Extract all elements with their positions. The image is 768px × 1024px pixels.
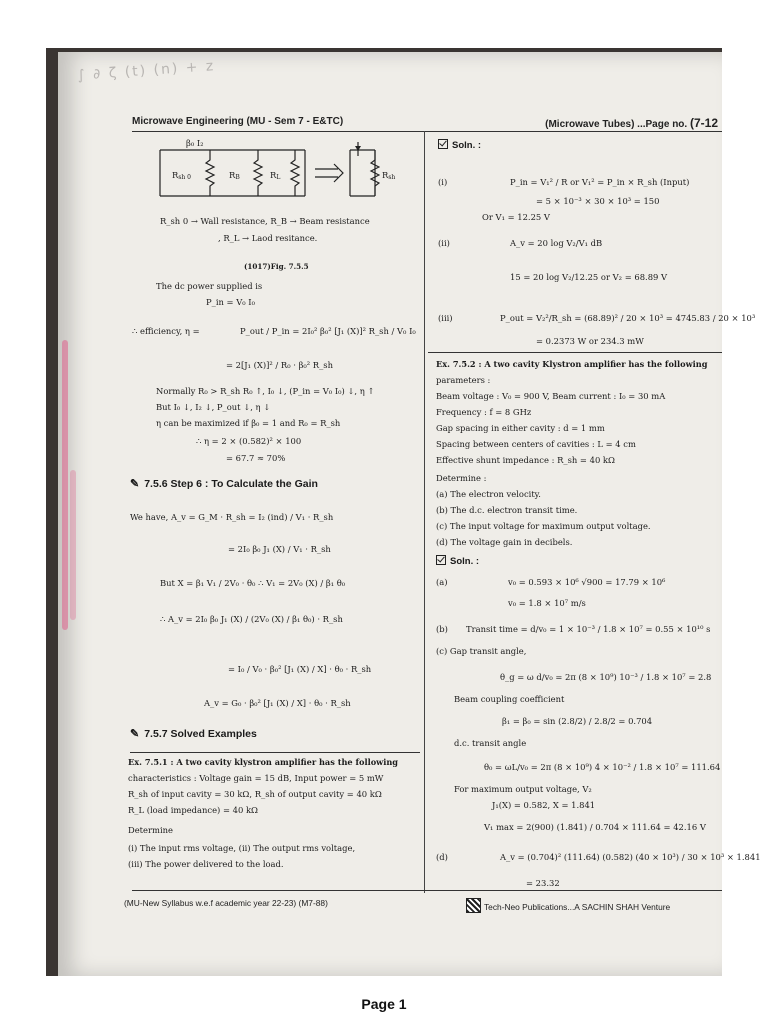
but-line: But I₀ ↓, I₂ ↓, P_out ↓, η ↓ xyxy=(156,402,271,412)
part-ii-eq-2: 15 = 20 log V₂/12.25 or V₂ = 68.89 V xyxy=(510,272,668,282)
faint-pencil-scribble: ∫ ∂ ζ (t) (n) + z xyxy=(76,58,216,84)
section-7-5-6-title: 7.5.6 Step 6 : To Calculate the Gain xyxy=(144,478,318,490)
part-c-eq-3: θ₀ = ωL/v₀ = 2π (8 × 10⁹) 4 × 10⁻² / 1.8 × 10⁷ = 111.64 xyxy=(484,762,721,772)
part-iii-eq-2: = 0.2373 W or 234.3 mW xyxy=(536,336,644,346)
circuit-label-current: β₀ I₂ xyxy=(186,138,204,148)
beam-coupling-label: Beam coupling coefficient xyxy=(454,694,565,704)
question-b: (b) The d.c. electron transit time. xyxy=(436,505,578,515)
gain-eq-4: = I₀ / V₀ · β₀² [J₁ (X) / X] · θ₀ · R_sh xyxy=(228,664,372,674)
column-divider xyxy=(424,131,425,893)
example-7-5-1-title: Ex. 7.5.1 : A two cavity klystron amplifier has the following xyxy=(128,757,398,767)
param-frequency: Frequency : f = 8 GHz xyxy=(436,407,532,417)
efficiency-equation: P_out / P_in = 2I₀² β₀² [J₁ (X)]² R_sh / V₀ I₀ xyxy=(240,326,416,336)
section-7-5-6-heading xyxy=(130,478,318,492)
part-ii-label: (ii) xyxy=(438,238,450,248)
header-chapter xyxy=(545,116,718,130)
solution-heading-1 xyxy=(438,138,481,152)
part-d-eq-1: A_v = (0.704)² (111.64) (0.582) (40 × 10³) / 30 × 10³ × 1.841 xyxy=(500,852,761,862)
question-i-ii: (i) The input rms voltage, (ii) The output rms voltage, xyxy=(128,843,356,853)
part-c-label: (c) Gap transit angle, xyxy=(436,646,527,656)
section-7-5-7-heading xyxy=(130,728,257,742)
pin-equation: P_in = V₀ I₀ xyxy=(206,297,255,307)
example-rule xyxy=(130,752,420,753)
question-c: (c) The input voltage for maximum output voltage. xyxy=(436,521,651,531)
pencil-icon: ✎ xyxy=(130,478,140,490)
rl-sub: L xyxy=(276,174,281,181)
part-d-label: (d) xyxy=(436,852,448,862)
example-7-5-1-line-2: characteristics : Voltage gain = 15 dB, Input power = 5 mW xyxy=(128,773,384,783)
checkbox-icon xyxy=(436,555,446,565)
parameters-label: parameters : xyxy=(436,375,491,385)
circuit-label-rsh0 xyxy=(172,170,191,182)
pencil-icon: ✎ xyxy=(130,728,140,740)
rsh0-r: R xyxy=(172,170,179,180)
max-output-label: For maximum output voltage, V₂ xyxy=(454,784,592,794)
solution-heading-2 xyxy=(436,554,479,568)
footer-rule xyxy=(132,890,722,891)
part-b-label: (b) xyxy=(436,624,448,634)
example-7-5-2-title: Ex. 7.5.2 : A two cavity Klystron amplifier has the following xyxy=(436,359,708,369)
solution-label-2: Soln. : xyxy=(450,556,480,567)
param-spacing: Spacing between centers of cavities : L = 4 cm xyxy=(436,439,636,449)
rsh0-sub: sh 0 xyxy=(178,174,191,181)
example-7-5-1-line-4: R_L (load impedance) = 40 kΩ xyxy=(128,805,259,815)
part-iii-label: (iii) xyxy=(438,313,453,323)
figure-caption: (1017)Fig. 7.5.5 xyxy=(244,262,309,271)
eta-calc-2: = 67.7 ≈ 70% xyxy=(226,453,286,463)
determine-label: Determine xyxy=(128,825,173,835)
page-header xyxy=(132,116,722,132)
param-beam: Beam voltage : V₀ = 900 V, Beam current : I₀ = 30 mA xyxy=(436,391,666,401)
viewer-page-label: Page 1 xyxy=(361,996,407,1012)
example-7-5-2-rule xyxy=(428,352,722,353)
solution-label-1: Soln. : xyxy=(452,140,482,151)
question-d: (d) The voltage gain in decibels. xyxy=(436,537,573,547)
question-iii: (iii) The power delivered to the load. xyxy=(128,859,284,869)
part-a-eq-1: v₀ = 0.593 × 10⁶ √900 = 17.79 × 10⁶ xyxy=(508,577,666,587)
part-i-label: (i) xyxy=(438,177,448,187)
header-chapter-text: (Microwave Tubes) ...Page no. xyxy=(545,119,688,130)
part-c-eq-5: V₁ max = 2(900) (1.841) / 0.704 × 111.64 = 42.16 V xyxy=(484,822,706,832)
part-c-eq-2: β₁ = β₀ = sin (2.8/2) / 2.8/2 = 0.704 xyxy=(502,716,653,726)
circuit-label-rl xyxy=(270,170,280,182)
gain-eq-2: = 2I₀ β₀ J₁ (X) / V₁ · R_sh xyxy=(228,544,331,554)
efficiency-simplified: = 2[J₁ (X)]² / R₀ · β₀² R_sh xyxy=(226,360,333,370)
section-7-5-7-title: 7.5.7 Solved Examples xyxy=(144,728,257,740)
example-7-5-1-line-3: R_sh of input cavity = 30 kΩ, R_sh of output cavity = 40 kΩ xyxy=(128,789,382,799)
legend-line-1: R_sh 0 → Wall resistance, R_B → Beam resistance xyxy=(160,216,370,226)
rb-sub: B xyxy=(235,174,240,181)
efficiency-label: ∴ efficiency, η = xyxy=(132,326,200,336)
part-b-eq: Transit time = d/v₀ = 1 × 10⁻³ / 1.8 × 10⁷ = 0.55 × 10¹⁰ s xyxy=(466,624,711,634)
x-definition: But X = β₁ V₁ / 2V₀ · θ₀ ∴ V₁ = 2V₀ (X) / β₁ θ₀ xyxy=(160,578,346,588)
part-ii-eq-1: A_v = 20 log V₂/V₁ dB xyxy=(510,238,603,248)
max-condition: η can be maximized if β₀ = 1 and R₀ = R_sh xyxy=(156,418,341,428)
rl-r: R xyxy=(270,170,277,180)
part-a-eq-2: v₀ = 1.8 × 10⁷ m/s xyxy=(508,598,586,608)
determine-label-2: Determine : xyxy=(436,473,487,483)
part-c-eq-4: J₁(X) = 0.582, X = 1.841 xyxy=(492,800,596,810)
part-c-eq-1: θ_g = ω d/v₀ = 2π (8 × 10⁹) 10⁻³ / 1.8 × 10⁷ = 2.8 xyxy=(500,672,712,682)
part-d-eq-2: = 23.32 xyxy=(526,878,560,888)
rb-r: R xyxy=(229,170,236,180)
legend-line-2: , R_L → Laod resitance. xyxy=(218,233,318,243)
circuit-label-rsh xyxy=(382,170,395,182)
part-a-label: (a) xyxy=(436,577,448,587)
circuit-label-rb xyxy=(229,170,240,182)
eta-calc-1: ∴ η = 2 × (0.582)² × 100 xyxy=(196,436,302,446)
param-gap: Gap spacing in either cavity : d = 1 mm xyxy=(436,423,605,433)
header-book-title: Microwave Engineering (MU - Sem 7 - E&TC) xyxy=(132,116,344,127)
dc-power-intro: The dc power supplied is xyxy=(156,281,263,291)
pink-highlighter-mark-2 xyxy=(70,470,76,620)
rsh-r: R xyxy=(382,170,389,180)
checkbox-icon xyxy=(438,139,448,149)
part-iii-eq-1: P_out = V₂²/R_sh = (68.89)² / 20 × 10³ = 4745.83 / 20 × 10³ xyxy=(500,313,756,323)
header-page-number: (7-12 xyxy=(689,116,718,130)
transit-angle-label: d.c. transit angle xyxy=(454,738,527,748)
footer-syllabus: (MU-New Syllabus w.e.f academic year 22-23) (M7-88) xyxy=(124,898,328,908)
footer-publisher xyxy=(466,898,670,913)
part-i-eq-1: P_in = V₁² / R or V₁² = P_in × R_sh (Input) xyxy=(510,177,690,187)
part-i-eq-3: Or V₁ = 12.25 V xyxy=(482,212,550,222)
footer-publisher-text: Tech-Neo Publications...A SACHIN SHAH Venture xyxy=(484,902,671,912)
part-i-eq-2: = 5 × 10⁻³ × 30 × 10³ = 150 xyxy=(536,196,660,206)
gain-eq-final: A_v = G₀ · β₀² [J₁ (X) / X] · θ₀ · R_sh xyxy=(204,698,351,708)
rsh-sub: sh xyxy=(388,174,396,181)
param-shunt: Effective shunt impedance : R_sh = 40 kΩ xyxy=(436,455,615,465)
question-a: (a) The electron velocity. xyxy=(436,489,541,499)
gain-eq-1: We have, A_v = G_M · R_sh = I₂ (ind) / V₁ · R_sh xyxy=(130,512,334,522)
pink-highlighter-mark xyxy=(62,340,68,630)
gain-eq-3: ∴ A_v = 2I₀ β₀ J₁ (X) / (2V₀ (X) / β₁ θ₀) · R_sh xyxy=(160,614,343,624)
publisher-logo-icon xyxy=(466,898,481,913)
header-rule xyxy=(132,131,722,132)
normally-line: Normally R₀ > R_sh R₀ ↑, I₀ ↓, (P_in = V₀ I₀) ↓, η ↑ xyxy=(156,386,375,396)
